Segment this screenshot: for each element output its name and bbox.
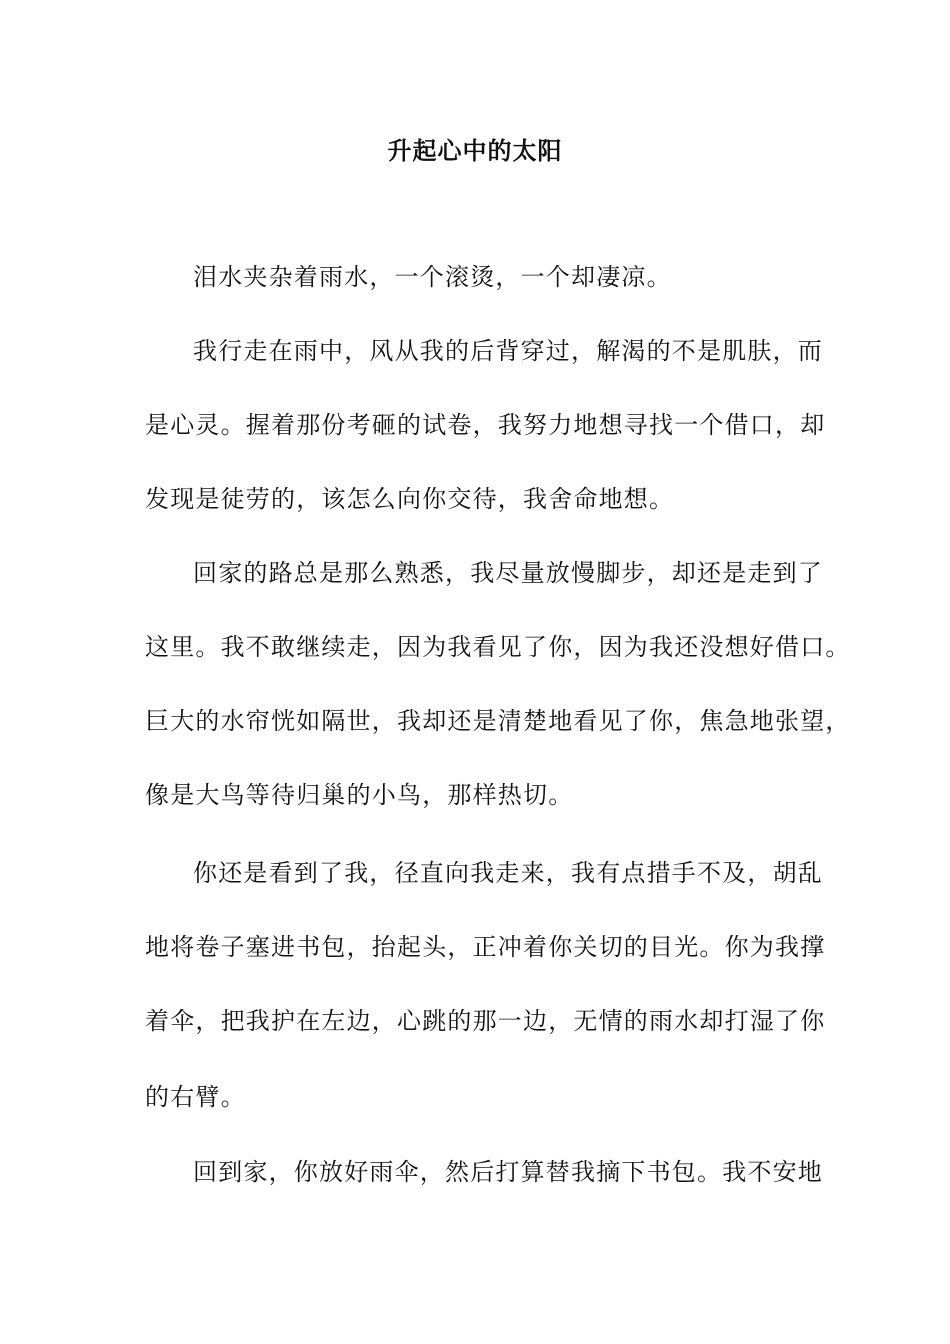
paragraph-line: 泪水夹杂着雨水，一个滚烫，一个却凄凉。 [193,263,672,291]
paragraph-line: 回到家，你放好雨伞，然后打算替我摘下书包。我不安地 [193,1158,823,1186]
paragraph-line: 的右臂。 [145,1083,246,1111]
paragraph-line: 发现是徒劳的，该怎么向你交待，我舍命地想。 [145,485,675,513]
paragraph-line: 这里。我不敢继续走，因为我看见了你，因为我还没想好借口。 [145,633,851,661]
paragraph-line: 我行走在雨中，风从我的后背穿过，解渴的不是肌肤，而 [193,337,823,365]
document-title: 升起心中的太阳 [387,137,563,165]
paragraph-line: 巨大的水帘恍如隔世，我却还是清楚地看见了你，焦急地张望， [145,707,851,735]
paragraph-line: 着伞，把我护在左边，心跳的那一边，无情的雨水却打湿了你 [145,1007,826,1035]
paragraph-line: 地将卷子塞进书包，抬起头，正冲着你关切的目光。你为我撑 [145,933,826,961]
paragraph-line: 你还是看到了我，径直向我走来，我有点措手不及，胡乱 [193,859,823,887]
paragraph-line: 是心灵。握着那份考砸的试卷，我努力地想寻找一个借口，却 [145,411,826,439]
paragraph-line: 像是大鸟等待归巢的小鸟，那样热切。 [145,781,574,809]
paragraph-line: 回家的路总是那么熟悉，我尽量放慢脚步，却还是走到了 [193,559,823,587]
